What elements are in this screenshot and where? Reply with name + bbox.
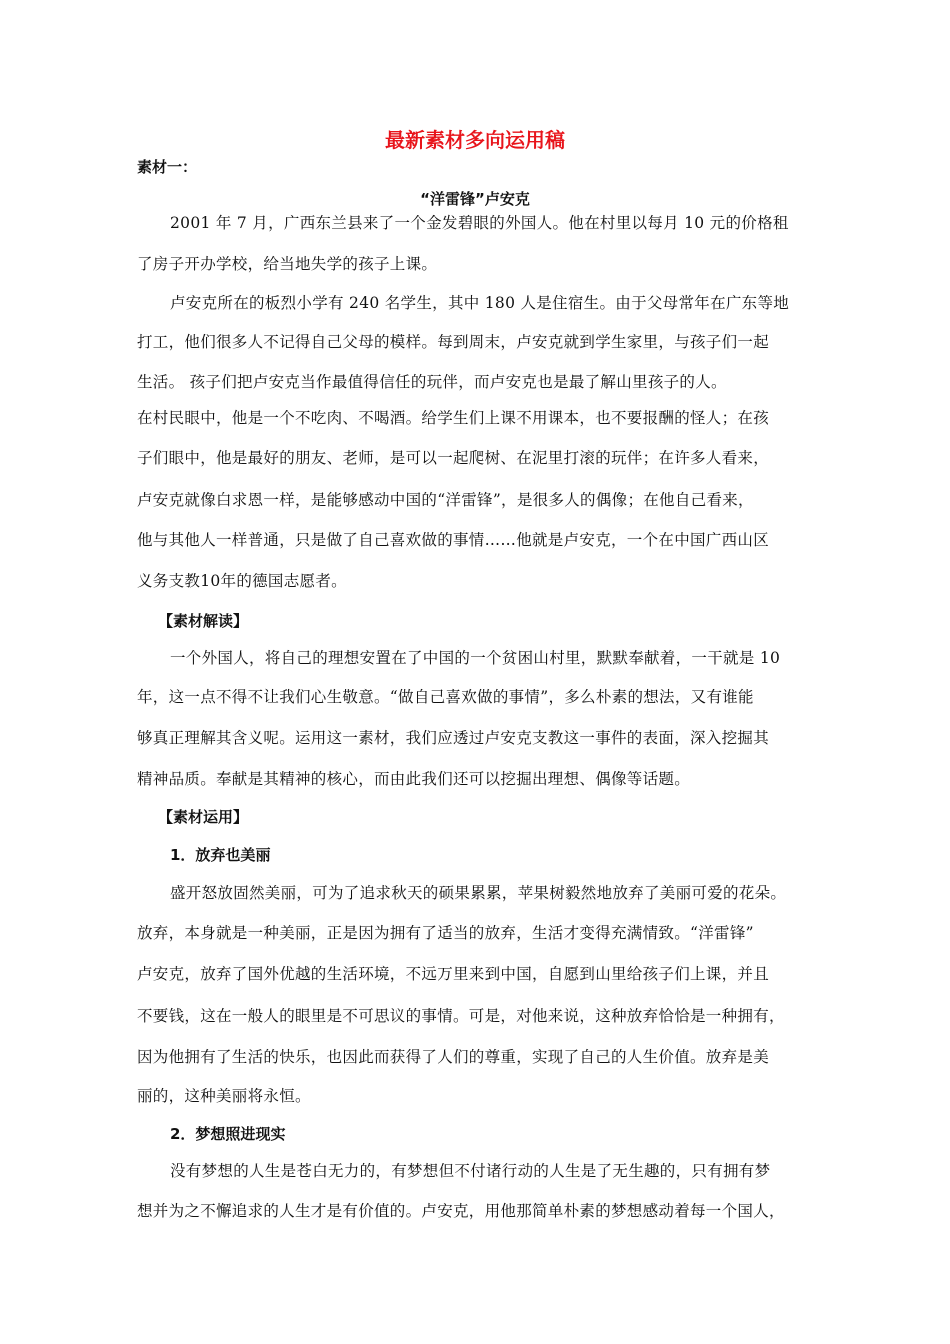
- paragraph-line: 卢安克所在的板烈小学有 240 名学生，其中 180 人是住宿生。由于父母常年在广东等地: [170, 294, 790, 312]
- paragraph-line: 想并为之不懈追求的人生才是有价值的。卢安克，用他那简单朴素的梦想感动着每一个国人，: [137, 1202, 785, 1220]
- paragraph-line: 够真正理解其含义呢。运用这一素材，我们应透过卢安克支教这一事件的表面，深入挖掘其: [137, 729, 770, 747]
- paragraph-line: 子们眼中，他是最好的朋友、老师，是可以一起爬树、在泥里打滚的玩伴；在许多人看来，: [137, 449, 770, 467]
- paragraph-line: 一个外国人，将自己的理想安置在了中国的一个贫困山村里，默默奉献着，一干就是 10: [170, 649, 781, 667]
- section-heading-interpretation: 【素材解读】: [158, 612, 249, 630]
- paragraph-line: 没有梦想的人生是苍白无力的，有梦想但不付诸行动的人生是了无生趣的，只有拥有梦: [170, 1162, 771, 1180]
- paragraph-line: 不要钱，这在一般人的眼里是不可思议的事情。可是，对他来说，这种放弃恰恰是一种拥有，: [137, 1007, 785, 1025]
- paragraph-line: 盛开怒放固然美丽，可为了追求秋天的硕果累累，苹果树毅然地放弃了美丽可爱的花朵。: [170, 884, 787, 902]
- paragraph-line: 生活。 孩子们把卢安克当作最值得信任的玩伴，而卢安克也是最了解山里孩子的人。: [137, 373, 727, 391]
- document-title: 最新素材多向运用稿: [385, 128, 565, 152]
- paragraph-line: 他与其他人一样普通，只是做了自己喜欢做的事情……他就是卢安克，一个在中国广西山区: [137, 531, 770, 549]
- paragraph-line: 精神品质。奉献是其精神的核心，而由此我们还可以挖掘出理想、偶像等话题。: [137, 770, 691, 788]
- paragraph-line: 在村民眼中，他是一个不吃肉、不喝酒。给学生们上课不用课本，也不要报酬的怪人；在孩: [137, 409, 770, 427]
- paragraph-line: 卢安克就像白求恩一样，是能够感动中国的“洋雷锋”，是很多人的偶像；在他自己看来，: [137, 491, 754, 509]
- paragraph-line: 义务支教10年的德国志愿者。: [137, 572, 347, 590]
- subheading-1: 1．放弃也美丽: [170, 846, 271, 864]
- subheading-2: 2．梦想照进现实: [170, 1125, 286, 1143]
- paragraph-line: 放弃，本身就是一种美丽，正是因为拥有了适当的放弃，生活才变得充满情致。“洋雷锋”: [137, 924, 754, 942]
- paragraph-line: 丽的，这种美丽将永恒。: [137, 1087, 311, 1105]
- section-heading-usage: 【素材运用】: [158, 808, 249, 826]
- article-subtitle: “洋雷锋”卢安克: [420, 190, 530, 208]
- paragraph-line: 卢安克，放弃了国外优越的生活环境，不远万里来到中国，自愿到山里给孩子们上课，并且: [137, 965, 770, 983]
- paragraph-line: 2001 年 7 月，广西东兰县来了一个金发碧眼的外国人。他在村里以每月 10 元的价格租: [170, 214, 789, 232]
- paragraph-line: 了房子开办学校，给当地失学的孩子上课。: [137, 255, 438, 273]
- material-label: 素材一：: [137, 158, 198, 176]
- paragraph-line: 打工，他们很多人不记得自己父母的模样。每到周末，卢安克就到学生家里，与孩子们一起: [137, 333, 770, 351]
- paragraph-line: 年，这一点不得不让我们心生敬意。“做自己喜欢做的事情”，多么朴素的想法，又有谁能: [137, 688, 754, 706]
- paragraph-line: 因为他拥有了生活的快乐，也因此而获得了人们的尊重，实现了自己的人生价值。放弃是美: [137, 1048, 770, 1066]
